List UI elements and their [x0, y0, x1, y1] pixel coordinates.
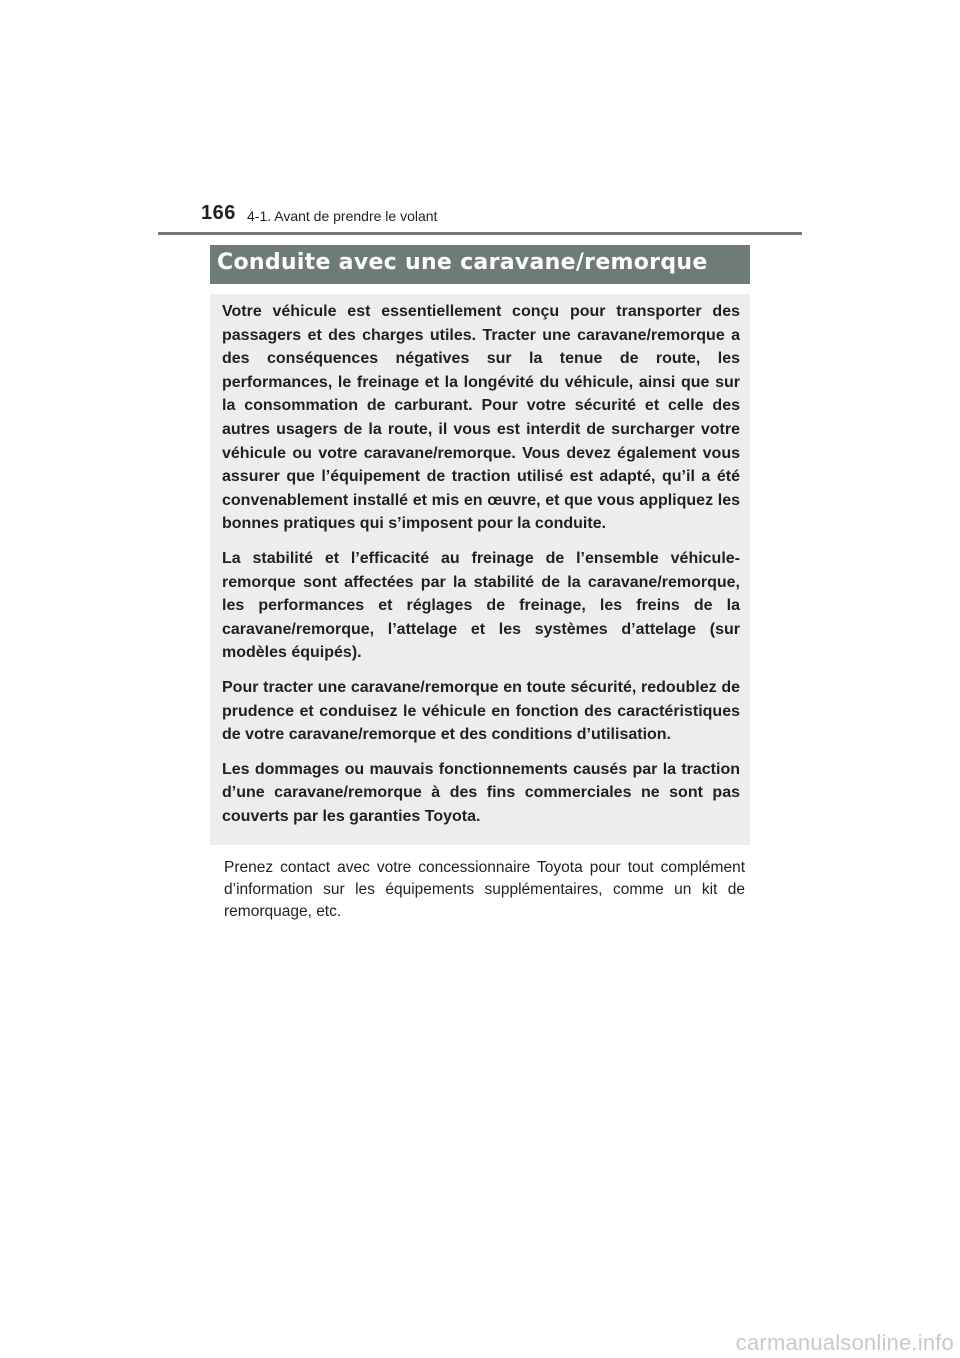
info-paragraph-4: Les dommages ou mauvais fonctionnements causés par la traction d’une caravane/remorque à des fins commerciales ne sont pas couverts par les garanties Toyota.: [222, 760, 740, 825]
info-paragraph-2: La stabilité et l’efficacité au freinage de l’ensemble véhicule-remorque sont affectées par la stabilité de la caravane/remorque, les performances et réglages de freinage, les freins de la caravane/remorque, l’attelage et les systèmes d’attelage (sur modèles équipés).: [222, 549, 740, 662]
section-title: Conduite avec une caravane/remorque: [217, 250, 708, 275]
page-number: 166: [201, 202, 236, 224]
section-title-bar: [210, 245, 750, 284]
watermark: carmanualsonline.info: [735, 1330, 954, 1355]
section-reference: 4-1. Avant de prendre le volant: [247, 208, 438, 224]
info-paragraph-3: Pour tracter une caravane/remorque en toute sécurité, redoublez de prudence et conduisez le véhicule en fonction des caractéristiques de votre caravane/remorque et des conditions d’utilisation.: [222, 678, 740, 744]
info-paragraph-1: Votre véhicule est essentiellement conçu pour transporter des passagers et des charges utiles. Tracter une caravane/remorque a des conséquences négatives sur la tenue de route, les performances, le freinage et la longévité du véhicule, ainsi que sur la consommation de carburant. Pour votre sécurité et celle des autres usagers de la route, il vous est interdit de surcharger votre véhicule ou votre caravane/remorque. Vous devez également vous assurer que l’équipement de traction utilisé est adapté, qu’il a été convenablement installé et mis en œuvre, et que vous appliquez les bonnes pratiques qui s’imposent pour la conduite.: [222, 303, 740, 533]
info-box: [210, 294, 750, 845]
header-divider: [158, 232, 802, 235]
contact-dealer-text: Prenez contact avec votre concessionnaire Toyota pour tout complément d’information sur les équipements supplémentaires, comme un kit de remorquage, etc.: [224, 859, 745, 920]
